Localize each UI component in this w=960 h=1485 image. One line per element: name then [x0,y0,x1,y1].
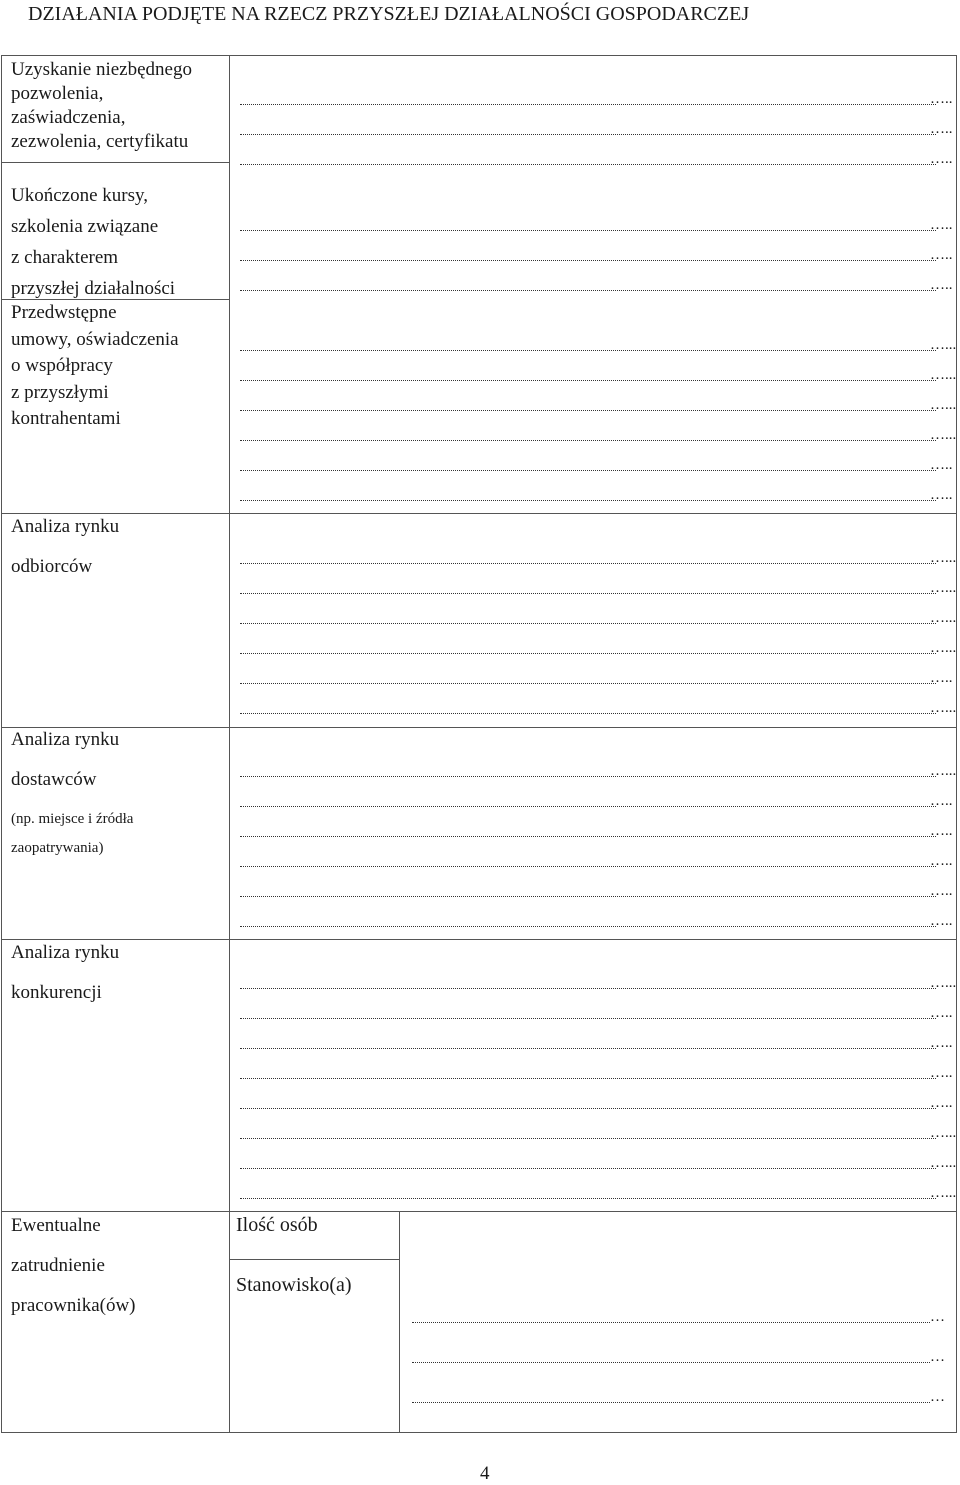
dotted-line-end: ….. [930,1065,953,1081]
dotted-line-end: …... [930,640,957,656]
dotted-line [240,500,936,501]
dotted-line [240,1138,936,1139]
dotted-line [240,653,936,654]
dotted-line [240,563,936,564]
dotted-line-end: ….. [930,823,953,839]
dotted-line [240,1048,936,1049]
dotted-line-end: ….. [930,1035,953,1051]
dotted-line-end: ….. [930,151,953,167]
dotted-line-end: …... [930,1125,957,1141]
row-separator [1,513,957,514]
label-suppliers-analysis: Analiza rynku dostawców [11,729,120,790]
dotted-line-end: …... [930,397,957,413]
dotted-line [240,1198,936,1199]
dotted-line-end: …... [930,427,957,443]
dotted-line [240,134,936,135]
sub-row-separator [229,1259,399,1260]
dotted-line-end: … [930,1389,945,1405]
dotted-line-end: …... [930,580,957,596]
dotted-line-end: ….. [930,913,953,929]
label-courses: Ukończone kursy, szkolenia związane z charakterem przyszłej działalności [11,185,176,299]
dotted-line-end: …... [930,610,957,626]
column-divider [229,55,230,1433]
label-agreements: Przedwstępne umowy, oświadczenia o współpracy z przyszłymi kontrahentami [11,302,179,429]
dotted-line-end: …... [930,1185,957,1201]
row-separator [1,162,229,163]
dotted-line [240,260,936,261]
dotted-line [240,713,936,714]
dotted-line-end: ….. [930,277,953,293]
dotted-line-end: …... [930,975,957,991]
dotted-line-end: ….. [930,883,953,899]
dotted-line [240,230,936,231]
dotted-line [240,1108,936,1109]
dotted-line-end: ….. [930,793,953,809]
dotted-line-end: ….. [930,457,953,473]
dotted-line [240,593,936,594]
dotted-line [240,440,936,441]
table-bottom-border [1,1432,957,1433]
dotted-line [240,380,936,381]
dotted-line [240,410,936,411]
dotted-line [240,988,936,989]
label-permits: Uzyskanie niezbędnego pozwolenia, zaświadczenia, zezwolenia, certyfikatu [11,59,192,152]
dotted-line [240,104,936,105]
dotted-line-end: …... [930,763,957,779]
row-separator [1,939,957,940]
row-separator [1,727,957,728]
page-title: DZIAŁANIA PODJĘTE NA RZECZ PRZYSZŁEJ DZIAŁALNOŚCI GOSPODARCZEJ [28,3,750,25]
row-separator [1,1211,957,1212]
dotted-line-end: ….. [930,487,953,503]
dotted-line [240,866,936,867]
dotted-line [240,683,936,684]
dotted-line [240,926,936,927]
dotted-line-end: ….. [930,121,953,137]
dotted-line-end: ….. [930,1005,953,1021]
dotted-line-end: …... [930,1155,957,1171]
dotted-line-end: ….. [930,247,953,263]
dotted-line [412,1362,930,1363]
label-suppliers-note: (np. miejsce i źródła zaopatrywania) [11,811,134,856]
dotted-line-end: …... [930,337,957,353]
dotted-line [240,290,936,291]
dotted-line [240,1018,936,1019]
dotted-line-end: …... [930,550,957,566]
dotted-line [240,1078,936,1079]
dotted-line-end: …... [930,367,957,383]
dotted-line [240,1168,936,1169]
persons-count-label: Ilość osób [236,1214,318,1236]
page-number: 4 [480,1463,490,1484]
dotted-line-end: … [930,1349,945,1365]
dotted-line [240,164,936,165]
dotted-line [240,776,936,777]
label-competition-analysis: Analiza rynku konkurencji [11,942,120,1003]
dotted-line-end: ….. [930,91,953,107]
dotted-line [240,470,936,471]
dotted-line-end: ….. [930,853,953,869]
dotted-line [240,806,936,807]
dotted-line-end: ….. [930,217,953,233]
positions-label: Stanowisko(a) [236,1274,352,1296]
dotted-line-end: … [930,1309,945,1325]
dotted-line [240,836,936,837]
label-employment: Ewentualne zatrudnienie pracownika(ów) [11,1215,136,1316]
dotted-line [240,623,936,624]
dotted-line [412,1402,930,1403]
label-customers-analysis: Analiza rynku odbiorców [11,516,120,577]
dotted-line [240,350,936,351]
dotted-line [412,1322,930,1323]
sub-column-divider [399,1211,400,1432]
dotted-line [240,896,936,897]
dotted-line-end: ….. [930,670,953,686]
dotted-line-end: ….. [930,1095,953,1111]
dotted-line-end: …... [930,700,957,716]
